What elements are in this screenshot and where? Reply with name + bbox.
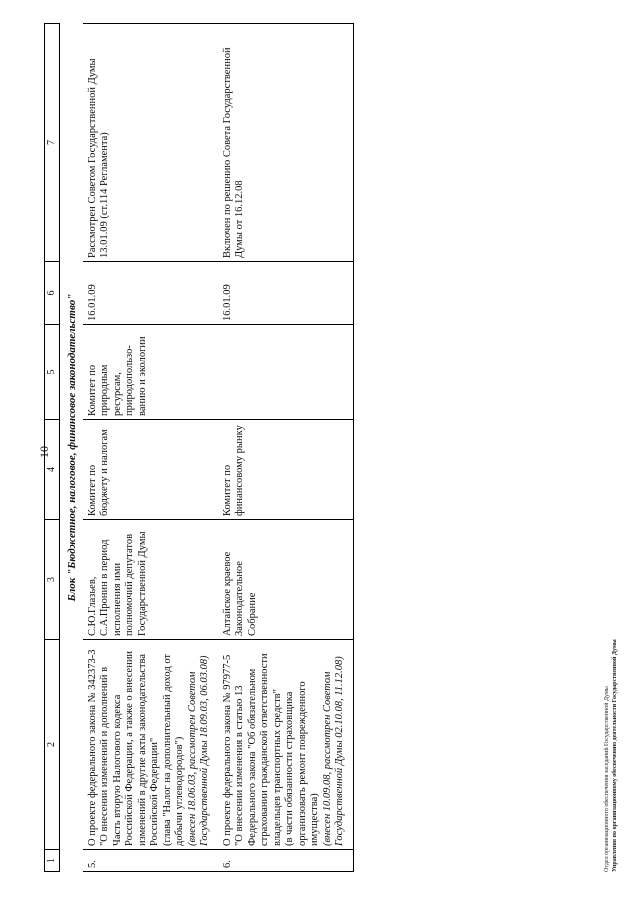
bill-note: (внесен 10.09.08, рассмотрен Советом Государственной Думы 02.10.08, 11.12.08) (321, 656, 345, 846)
committee-cell: Комитет по финансовому рынку (218, 420, 354, 520)
author-cell: С.Ю.Глазьев, С.А.Пронин в период исполнения ими полномочий депутатов Государственной Думы (83, 520, 218, 640)
col-header-1: 1 (45, 850, 60, 872)
agenda-table (44, 23, 354, 872)
row-number: 5. (83, 850, 218, 872)
col-header-3: 3 (45, 520, 60, 640)
bill-text: О проекте федерального закона № 342373-3 "О внесении изменений и дополнений в Часть вторую Налогового кодекса Российской Федерации, а также о внесении изменений в другие акты законодательства Российской Федерации" (глава "Налог на дополнительный доход от добычи углеводородов") (86, 649, 185, 846)
col-header-6: 6 (45, 262, 60, 325)
col-header-7: 7 (45, 24, 60, 262)
row-number: 6. (218, 850, 354, 872)
table-row (218, 24, 354, 872)
bill-cell (83, 640, 218, 850)
footer-line-2: Управления по организационному обеспечению деятельности Государственной Думы (612, 639, 618, 872)
block-title: Блок "Бюджетное, налоговое, финансовое законодательство" (66, 293, 78, 602)
col-header-4: 4 (45, 420, 60, 520)
col-header-5: 5 (45, 325, 60, 420)
remark-cell: Включен по решению Совета Государственной Думы от 16.12.08 (218, 24, 354, 262)
co-committee-cell: Комитет по природным ресурсам, природопользо-ванию и экологии (83, 325, 218, 420)
block-title-row (60, 24, 83, 872)
table-row (83, 24, 218, 872)
co-committee-cell (218, 325, 354, 420)
footer (603, 639, 619, 872)
date-cell: 16.01.09 (83, 262, 218, 325)
date-cell: 16.01.09 (218, 262, 354, 325)
remark-cell: Рассмотрен Советом Государственной Думы 13.01.09 (ст.114 Регламента) (83, 24, 218, 262)
committee-cell: Комитет по бюджету и налогам (83, 420, 218, 520)
col-header-2: 2 (45, 640, 60, 850)
author-cell: Алтайское краевое Законодательное Собрание (218, 520, 354, 640)
column-header-row (45, 24, 60, 872)
bill-text: О проекте федерального закона № 97977-5 "О внесении изменения в статью 13 Федерального закона "Об обязательном страховании гражданской ответственности владельцев транспортных средств" (в части обязанности страховщика организовать ремонт поврежденного имущества) (221, 653, 320, 846)
page-number: 10 (37, 446, 51, 458)
bill-cell (218, 640, 354, 850)
footer-line-1: Отдел организационного обеспечения заседаний Государственной Думы (604, 686, 610, 872)
bill-note: (внесен 18.06.03, рассмотрен Советом Государственной Думы 18.09.03, 06.03.08) (186, 655, 210, 846)
